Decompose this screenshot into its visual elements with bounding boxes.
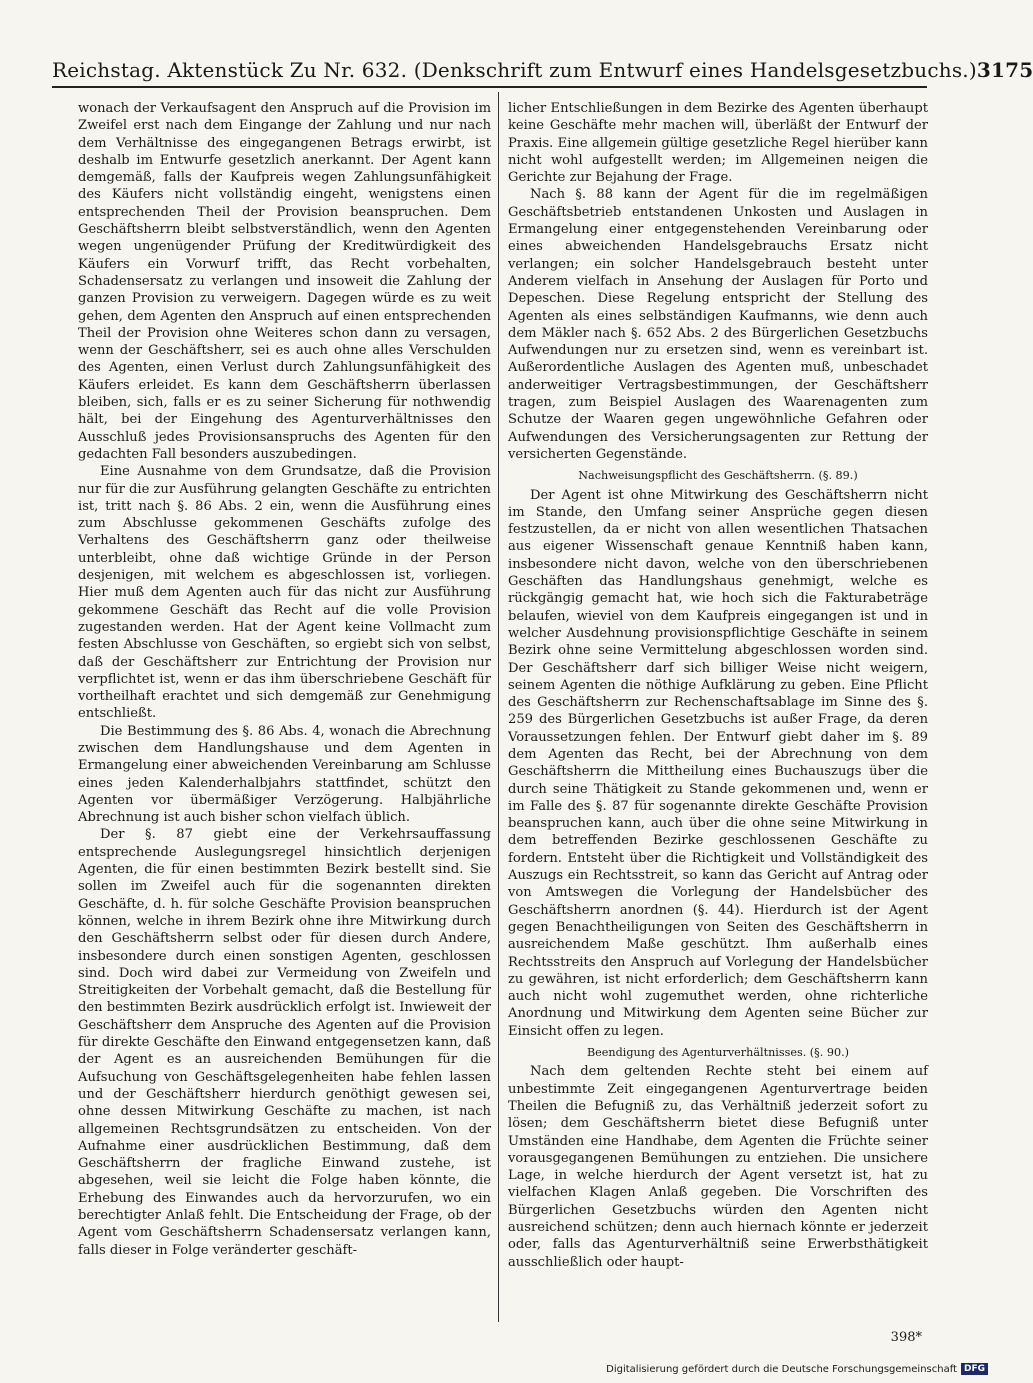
- column-divider: [498, 92, 499, 1322]
- paragraph: Eine Ausnahme von dem Grundsatze, daß die Provision nur für die zur Ausführung gelangten Geschäfte zu entrichten ist, tritt nach §. 86 Abs. 2 ein, wenn die Ausführung eines zum Abschlusse gekommenen Geschäfts zufolge des Verhaltens des Geschäftsherrn ganz oder theilweise unterbleibt, ohne daß wichtige Gründe in der Person desjenigen, mit welchem es abgeschlossen ist, vorliegen. Hier muß dem Agenten auch für das nicht zur Ausführung gekommene Geschäft das Recht auf die volle Provision zugestanden werden. Hat der Agent keine Vollmacht zum festen Abschlusse von Geschäften, so ergiebt sich von selbst, daß der Geschäftsherr zur Entrichtung der Provision nur verpflichtet ist, wenn er das ihm überschriebene Geschäft für vortheilhaft erachtet und sich demgemäß zur Genehmigung entschließt.: [78, 464, 491, 722]
- paragraph: Der Agent ist ohne Mitwirkung des Geschäftsherrn nicht im Stande, den Umfang seiner Ansprüche gegen diesen festzustellen, da er nicht von allen wesentlichen Thatsachen aus eigener Wissenschaft genaue Kenntniß haben kann, insbesondere nicht davon, welche von den überschriebenen Geschäften das Handlungshaus genehmigt, welche es rückgängig gemacht hat, wie hoch sich die Fakturabeträge belaufen, wieviel von dem Kaufpreis eingegangen ist und in welcher Ausdehnung provisionspflichtige Geschäfte in seinem Bezirk ohne seine Vermittelung abgeschlossen worden sind. Der Geschäftsherr darf sich billiger Weise nicht weigern, seinem Agenten die nöthige Aufklärung zu geben. Eine Pflicht des Geschäftsherrn zur Rechenschaftsablage im Sinne des §. 259 des Bürgerlichen Gesetzbuchs ist außer Frage, da deren Voraussetzungen fehlen. Der Entwurf giebt daher im §. 89 dem Agenten das Recht, bei der Abrechnung von dem Geschäftsherrn die Mittheilung eines Buchauszugs über die durch seine Thätigkeit zu Stande gekommenen und, wenn er im Falle des §. 87 für sogenannte direkte Geschäfte Provision beanspruchen kann, auch über die ohne seine Mitwirkung in dem betreffenden Bezirke geschlossenen Geschäfte zu fordern. Entsteht über die Richtigkeit und Vollständigkeit des Auszugs ein Rechtsstreit, so kann das Gericht auf Antrag oder von Amtswegen die Vorlegung der Handelsbücher des Geschäftsherrn anordnen (§. 44). Hierdurch ist der Agent gegen Benachtheiligungen von Seiten des Geschäftsherrn in ausreichendem Maße geschützt. Ihm außerhalb eines Rechtsstreits den Anspruch auf Vorlegung der Handelsbücher zu gewähren, ist nicht erforderlich; dem Geschäftsherrn kann auch nicht wohl zugemuthet werden, ohne richterliche Anordnung und Mitwirkung dem Agenten seine Bücher zur Einsicht offen zu legen.: [508, 487, 928, 1039]
- page-header: [52, 52, 1033, 88]
- right-column: [508, 100, 928, 1330]
- paragraph: wonach der Verkaufsagent den Anspruch auf die Provision im Zweifel erst nach dem Eingange der Zahlung und nur nach dem Verhältnisse des eingegangenen Betrags erwirbt, ist deshalb im Entwurfe gesetzlich anerkannt. Der Agent kann demgemäß, falls der Kaufpreis wegen Zahlungsunfähigkeit des Käufers nicht vollständig eingeht, wenigstens einen entsprechenden Theil der Provision beanspruchen. Dem Geschäftsherrn bleibt selbstverständlich, wenn den Agenten wegen ungenügender Prüfung der Kreditwürdigkeit des Käufers ein Vorwurf trifft, das Recht vorbehalten, Schadensersatz zu verlangen und insoweit die Zahlung der ganzen Provision zu verweigern. Dagegen würde es zu weit gehen, dem Agenten den Anspruch auf einen entsprechenden Theil der Provision ohne Weiteres schon dann zu versagen, wenn der Geschäftsherr, sei es auch ohne alles Verschulden des Agenten, einen Verlust durch Zahlungsunfähigkeit des Käufers erleidet. Es kann dem Geschäftsherrn überlassen bleiben, sich, falls er es zu seiner Sicherung für nothwendig hält, bei der Eingehung des Agenturverhältnisses den Ausschluß jedes Provisionsanspruchs des Agenten für den gedachten Fall besonders auszubedingen.: [78, 101, 491, 462]
- signature-mark: 398*: [890, 1330, 922, 1345]
- paragraph: licher Entschließungen in dem Bezirke des Agenten überhaupt keine Geschäfte mehr machen will, überläßt der Entwurf der Praxis. Eine allgemein gültige gesetzliche Regel hierüber kann nicht wohl aufgestellt werden; im Allgemeinen neigen die Gerichte zur Bejahung der Frage.: [508, 101, 928, 186]
- paragraph: Der §. 87 giebt eine der Verkehrsauffassung entsprechende Auslegungsregel hinsichtlich derjenigen Agenten, die für einen bestimmten Bezirk bestellt sind. Sie sollen im Zweifel auch für die sogenannten direkten Geschäfte, d. h. für solche Geschäfte Provision beanspruchen können, welche in ihrem Bezirk ohne ihre Mitwirkung durch den Geschäftsherrn selbst oder für diesen durch Andere, insbesondere durch einen sonstigen Agenten, geschlossen sind. Doch wird dabei zur Vermeidung von Zweifeln und Streitigkeiten der Vorbehalt gemacht, daß die Bestellung für den bestimmten Bezirk ausdrücklich erfolgt ist. Inwieweit der Geschäftsherr dem Anspruche des Agenten auf die Provision für direkte Geschäfte den Einwand entgegensetzen kann, daß der Agent es an ausreichenden Bemühungen für die Aufsuchung von Geschäftsgelegenheiten habe fehlen lassen und der Geschäftsherr hierdurch genöthigt gewesen sei, ohne dessen Mitwirkung Geschäfte zu machen, ist nach allgemeinen Rechtsgrundsätzen zu entscheiden. Von der Aufnahme einer ausdrücklichen Bestimmung, daß dem Geschäftsherrn der fragliche Einwand zustehe, ist abgesehen, weil sie leicht die Folge haben könnte, die Erhebung des Einwandes auch da hervorzurufen, wo ein berechtigter Anlaß fehlt. Die Entscheidung der Frage, ob der Agent vom Geschäftsherrn Schadensersatz verlangen kann, falls dieser in Folge veränderter geschäft-: [78, 827, 491, 1258]
- section-heading: Nachweisungspflicht des Geschäftsherrn. (§. 89.): [578, 469, 858, 483]
- running-title: Reichstag. Aktenstück Zu Nr. 632. (Denkschrift zum Entwurf eines Handelsgesetzbuchs.): [52, 58, 977, 82]
- paragraph: Nach dem geltenden Rechte steht bei einem auf unbestimmte Zeit eingegangenen Agenturvertrage beiden Theilen die Befugniß zu, das Verhältniß jederzeit sofort zu lösen; dem Geschäftsherrn bietet diese Befugniß unter Umständen eine Handhabe, dem Agenten die Früchte seiner vorausgegangenen Bemühungen zu entziehen. Die unsichere Lage, in welche hierdurch der Agent versetzt ist, hat zu vielfachen Klagen Anlaß gegeben. Die Vorschriften des Bürgerlichen Gesetzbuchs würden den Agenten nicht ausreichend schützen; denn auch hiernach könnte er jederzeit oder, falls das Agenturverhältniß seine Erwerbsthätigkeit ausschließlich oder haupt-: [508, 1064, 928, 1270]
- section-heading: Beendigung des Agenturverhältnisses. (§. 90.): [586, 1046, 850, 1060]
- page-number: 3175: [976, 58, 1033, 82]
- paragraph: Nach §. 88 kann der Agent für die im regelmäßigen Geschäftsbetrieb entstandenen Unkosten und Auslagen in Ermangelung einer entgegenstehenden Vereinbarung oder eines abweichenden Handelsgebrauchs Ersatz nicht verlangen; ein solcher Handelsgebrauch besteht unter Anderem vielfach in Ansehung der Auslagen für Porto und Depeschen. Diese Regelung entspricht der Stellung des Agenten als eines selbständigen Kaufmanns, wie denn auch dem Mäkler nach §. 652 Abs. 2 des Bürgerlichen Gesetzbuchs Aufwendungen nur zu ersetzen sind, wenn es vereinbart ist. Außerordentliche Auslagen des Agenten muß, unbeschadet anderweitiger Vertragsbestimmungen, der Geschäftsherr tragen, zum Beispiel Auslagen des Waarenagenten zum Schutze der Waaren gegen ungewöhnliche Gefahren oder Aufwendungen des Versicherungsagenten zur Rettung der versicherten Gegenstände.: [508, 187, 928, 462]
- funding-text: Digitalisierung gefördert durch die Deutsche Forschungsgemeinschaft: [606, 1363, 957, 1375]
- left-column: [78, 100, 491, 1330]
- funding-footer: [606, 1363, 988, 1375]
- paragraph: Die Bestimmung des §. 86 Abs. 4, wonach die Abrechnung zwischen dem Handlungshause und dem Agenten in Ermangelung einer abweichenden Vereinbarung am Schlusse eines jeden Kalenderhalbjahrs stattfindet, schützt den Agenten vor übermäßiger Verzögerung. Halbjährliche Abrechnung ist auch bisher schon vielfach üblich.: [78, 723, 491, 826]
- dfg-logo: DFG: [961, 1363, 988, 1375]
